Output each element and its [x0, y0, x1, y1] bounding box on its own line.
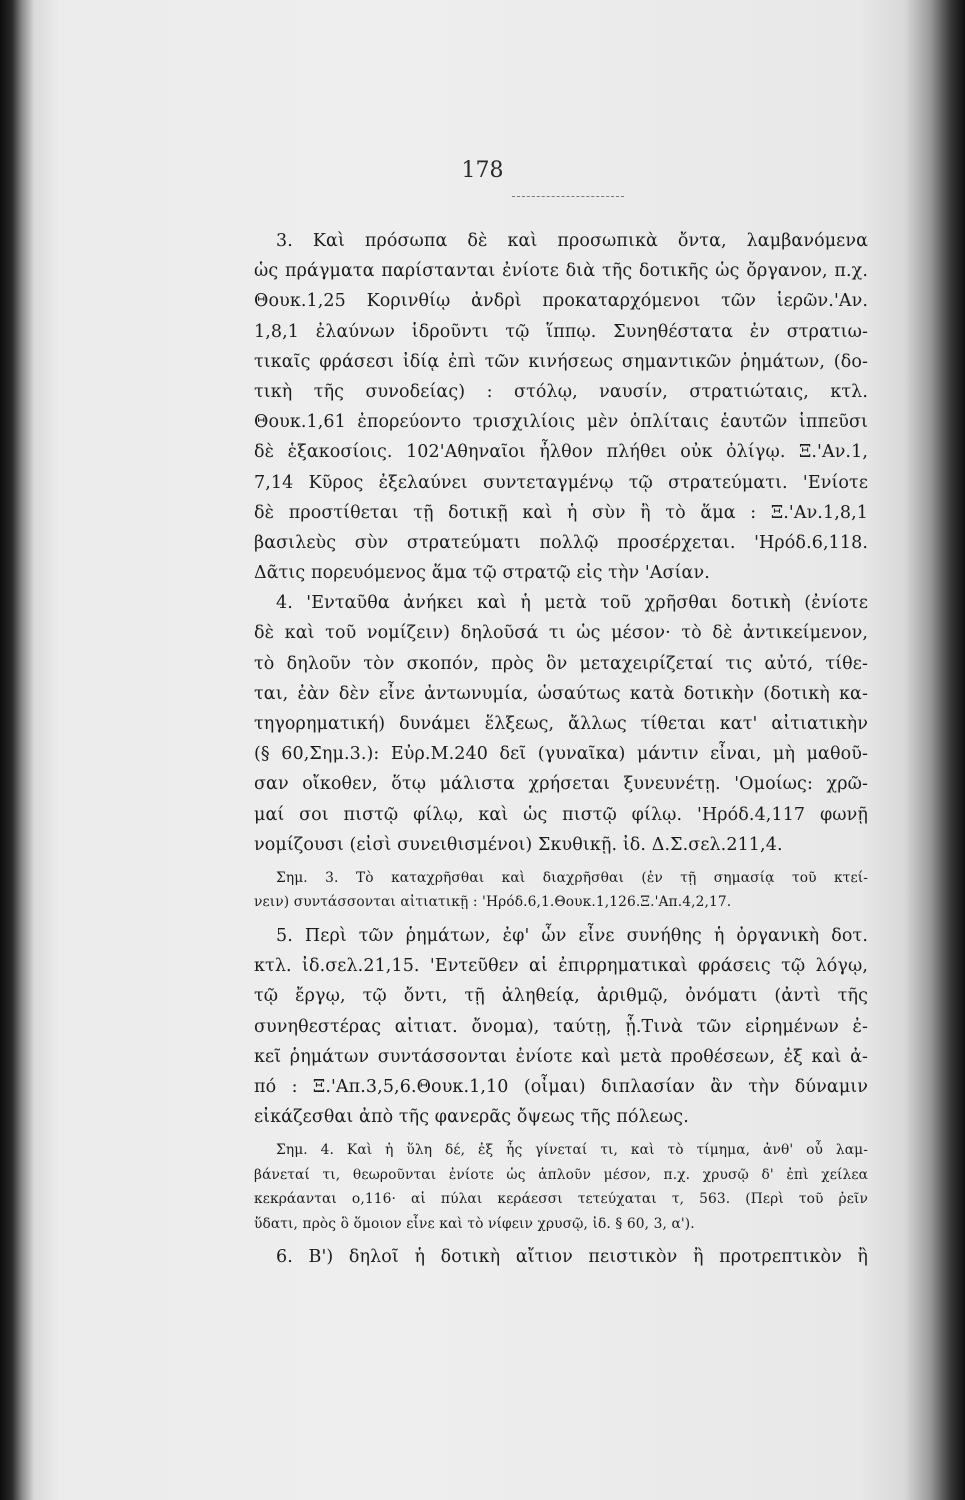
text-line: 3. Καὶ πρόσωπα δὲ καὶ προσωπικὰ ὄντα, λαμβανόμενα: [276, 231, 868, 251]
text-line: 7,14 Κῦρος ἐξελαύνει συντεταγμένῳ τῷ στρατεύματι. 'Ενίοτε: [254, 472, 868, 493]
text-line: κεῖ ῥημάτων συντάσσονται ἐνίοτε καὶ μετὰ προθέσεων, ἐξ καὶ ἀ-: [254, 1046, 868, 1067]
page-body: [254, 226, 868, 1272]
text-line: βασιλεὺς σὺν στρατεύματι πολλῷ προσέρχεται. 'Ηρόδ.6,118.: [254, 532, 868, 553]
text-line: 5. Περὶ τῶν ῥημάτων, ἐφ' ὧν εἶνε συνήθης ἡ ὀργανικὴ δοτ.: [276, 925, 868, 946]
text-line: 1,8,1 ἐλαύνων ἱδροῦντι τῷ ἵππῳ. Συνηθέστατα ἐν στρατιω-: [254, 321, 868, 342]
text-line: ὕδατι, πρὸς ὃ ὅμοιον εἶνε καὶ τὸ νίφειν χρυσῷ, ἰδ. § 60, 3, α').: [254, 1215, 695, 1232]
text-line: τικαῖς φράσεσι ἰδίᾳ ἐπὶ τῶν κινήσεως σημαντικῶν ῥημάτων, (δο-: [254, 351, 868, 372]
text-line: (§ 60,Σημ.3.): Εὐρ.Μ.240 δεῖ (γυναῖκα) μάντιν εἶναι, μὴ μαθοῦ-: [254, 744, 868, 765]
text-line: 6. Β') δηλοῖ ἡ δοτικὴ αἴτιον πειστικὸν ἢ προτρεπτικὸν ἢ: [276, 1247, 868, 1268]
text-line: τικὴ τῆς συνοδείας) : στόλῳ, ναυσίν, στρατιώταις, κτλ.: [254, 381, 868, 402]
text-line: Δᾶτις πορευόμενος ἅμα τῷ στρατῷ εἰς τὴν 'Ασίαν.: [254, 563, 710, 584]
text-line: νομίζουσι (εἰσὶ συνειθισμένοι) Σκυθικῇ. ἰδ. Δ.Σ.σελ.211,4.: [254, 834, 783, 855]
text-line: πό : Ξ.'Απ.3,5,6.Θουκ.1,10 (οἶμαι) διπλασίαν ἂν τὴν δύναμιν: [254, 1076, 868, 1097]
footnote-paragraph: [254, 860, 868, 921]
text-line: Θουκ.1,25 Κορινθίῳ ἀνδρὶ προκαταρχόμενοι τῶν ἱερῶν.'Αν.: [254, 291, 868, 312]
text-line: τηγορηματική) δυνάμει ἕλξεως, ἄλλως τίθεται κατ' αἰτιατικὴν: [254, 714, 868, 734]
text-line: τὸ δηλοῦν τὸν σκοπόν, πρὸς ὃν μεταχειρίζεταί τις αὐτό, τίθε-: [254, 653, 868, 674]
text-line: Σημ. 4. Καὶ ἡ ὕλη δέ, ἐξ ἧς γίνεταί τι, καὶ τὸ τίμημα, ἀνθ' οὗ λαμ-: [276, 1142, 868, 1159]
text-line: κτλ. ἰδ.σελ.21,15. 'Εντεῦθεν αἱ ἐπιρρηματικαὶ φράσεις τῷ λόγῳ,: [254, 956, 868, 977]
text-paragraph: [254, 226, 868, 588]
text-line: δὲ ἑξακοσίοις. 102'Αθηναῖοι ἦλθον πλήθει οὐκ ὀλίγῳ. Ξ.'Αν.1,: [254, 442, 868, 463]
text-line: ται, ἐὰν δὲν εἶνε ἀντωνυμία, ὡσαύτως κατὰ δοτικὴν (δοτικὴ κα-: [254, 683, 868, 704]
text-line: νειν) συντάσσονται αἰτιατικῇ : 'Ηρόδ.6,1.Θουκ.1,126.Ξ.'Απ.4,2,17.: [254, 894, 732, 911]
text-line: βάνεταί τι, θεωροῦνται ἐνίοτε ὡς ἁπλοῦν μέσον, π.χ. χρυσῷ δ' ἐπὶ χείλεα: [254, 1166, 868, 1183]
text-line: μαί σοι πιστῷ φίλῳ, καὶ ὡς πιστῷ φίλῳ. 'Ηρόδ.4,117 φωνῇ: [254, 804, 868, 825]
text-line: σαν οἴκοθεν, ὅτῳ μάλιστα χρήσεται ξυνευνέτῃ. 'Ομοίως: χρῶ-: [254, 774, 868, 795]
text-line: εἰκάζεσθαι ἀπὸ τῆς φανερᾶς ὄψεως τῆς πόλεως.: [254, 1107, 689, 1128]
text-line: κεκράανται ο,116· αἱ πύλαι κεράεσσι τετεύχαται τ, 563. (Περὶ τοῦ ῥεῖν: [254, 1191, 868, 1208]
text-paragraph: [254, 1242, 868, 1272]
footnote-paragraph: [254, 1132, 868, 1242]
text-line: Σημ. 3. Τὸ καταχρῆσθαι καὶ διαχρῆσθαι (ἐν τῇ σημασίᾳ τοῦ κτεί-: [276, 869, 868, 886]
page-number: 178: [461, 158, 504, 183]
text-line: δὲ προστίθεται τῇ δοτικῇ καὶ ἡ σὺν ἢ τὸ ἅμα : Ξ.'Αν.1,8,1: [254, 502, 868, 523]
text-paragraph: [254, 588, 868, 860]
text-line: 4. 'Ενταῦθα ἀνήκει καὶ ἡ μετὰ τοῦ χρῆσθαι δοτικὴ (ἐνίοτε: [276, 593, 868, 614]
text-paragraph: [254, 921, 868, 1132]
header-rule: [512, 196, 624, 197]
text-line: συνηθεστέρας αἰτιατ. ὄνομα), ταύτῃ, ᾗ.Τινὰ τῶν εἰρημένων ἐ-: [254, 1016, 868, 1037]
text-line: Θουκ.1,61 ἐπορεύοντο τρισχιλίοις μὲν ὁπλίταις ἑαυτῶν ἱππεῦσι: [254, 412, 868, 433]
text-line: τῷ ἔργῳ, τῷ ὄντι, τῇ ἀληθείᾳ, ἀριθμῷ, ὀνόματι (ἀντὶ τῆς: [254, 986, 868, 1007]
text-line: ὡς πράγματα παρίστανται ἐνίοτε διὰ τῆς δοτικῆς ὡς ὄργανον, π.χ.: [254, 261, 868, 282]
text-line: δὲ καὶ τοῦ νομίζειν) δηλοῦσά τι ὡς μέσον· τὸ δὲ ἀντικείμενον,: [254, 623, 868, 644]
